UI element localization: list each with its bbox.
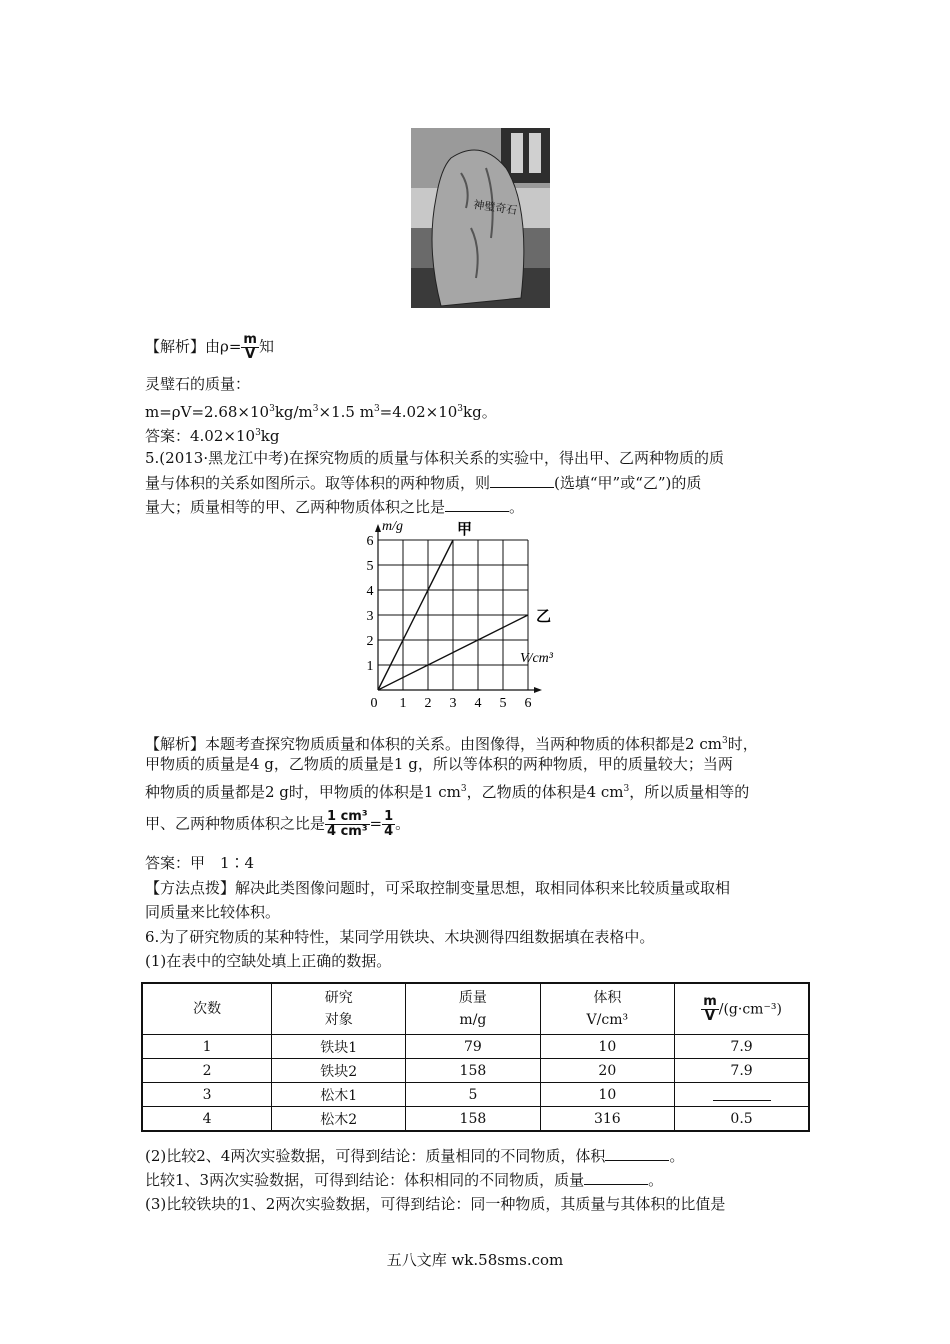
answer-blank[interactable]: [713, 1084, 771, 1101]
mass-volume-chart: [355, 519, 595, 711]
answer1-line: 答案：$4.02\times 10^3kg$: [145, 427, 280, 445]
q5-line1: 5.(2013·黑龙江中考)在探究物质的质量与体积关系的实验中，得出甲、乙两种物质的质: [145, 449, 724, 467]
answer-blank[interactable]: [605, 1144, 669, 1161]
x-tick-label: 4: [474, 696, 482, 711]
q5-line2: 量与体积的关系如图所示。取等体积的两种物质，则 (选填“甲”或“乙”)的质: [145, 471, 701, 494]
x-tick-label: 6: [524, 696, 532, 711]
method-line2: 同质量来比较体积。: [145, 903, 281, 921]
answer-blank[interactable]: [445, 495, 509, 512]
x-axis-label: V/cm³: [520, 651, 553, 666]
density-fraction: $\frac{m}{V}$: [243, 332, 257, 362]
header-object: 研究 对象: [272, 983, 406, 1035]
stone-photo: [411, 128, 550, 308]
header-volume: 体积 V/cm³: [540, 983, 675, 1035]
y-tick-label: 2: [366, 634, 374, 649]
footer-watermark: 五八文库 wk.58sms.com: [386, 1251, 564, 1269]
q5-line3: 量大；质量相等的甲、乙两种物质体积之比是 。: [145, 495, 524, 518]
y-tick-label: 1: [366, 659, 374, 674]
x-tick-label: 5: [499, 696, 507, 711]
analysis1-suffix: 知: [258, 337, 274, 356]
table-row: 3 松木1 5 10: [142, 1083, 809, 1107]
q6-3-line: (3)比较铁块的1、2两次实验数据，可得到结论：同一种物质，其质量与其体积的比值是: [145, 1195, 726, 1213]
analysis2-line4: 甲、乙两种物质体积之比是 $\frac{\text{1 cm³}}{\text{4 cm³}}$ = $\frac{1}{4}$ 。: [145, 809, 411, 839]
y-axis-arrow: [375, 524, 381, 532]
x-tick-label: 1: [399, 696, 407, 711]
y-tick-label: 5: [366, 559, 374, 574]
method-line1: 【方法点拨】解决此类图像问题时，可采取控制变量思想，取相同体积来比较质量或取相: [145, 879, 731, 897]
q6-line1: 6.为了研究物质的某种特性，某同学用铁块、木块测得四组数据填在表格中。: [145, 928, 655, 946]
data-table: [141, 982, 810, 1132]
answer2-line: 答案：甲 1∶4: [145, 854, 255, 872]
x-tick-label: 2: [424, 696, 432, 711]
calc-line: $m=\rho V=2.68\times 10^3kg/m^3\times 1.5$ $m^3=4.02\times 10^3kg$。: [145, 403, 497, 421]
answer-blank[interactable]: [490, 471, 554, 488]
q6-2-line1: (2)比较2、4两次实验数据，可得到结论：质量相同的不同物质，体积 。: [145, 1144, 684, 1167]
header-mass: 质量 m/g: [406, 983, 540, 1035]
x-tick-label: 3: [449, 696, 457, 711]
y-tick-label: 3: [366, 609, 374, 624]
table-header-row: [142, 983, 809, 1035]
series-label-1: 甲: [457, 520, 473, 538]
y-tick-label: 4: [366, 584, 374, 599]
table-row: 2 铁块2 158 20 7.9: [142, 1059, 809, 1083]
analysis1-prefix: 【解析】由ρ=: [145, 337, 242, 356]
stone-inscription: 神璧奇石: [472, 198, 518, 218]
analysis2-line1: 【解析】本题考查探究物质质量和体积的关系。由图像得，当两种物质的体积都是2 $cm^3$时，: [145, 735, 758, 753]
table-blank-cell[interactable]: [675, 1083, 809, 1107]
header-density: $\frac{m}{V}$ /(g·cm⁻³): [675, 983, 809, 1035]
x-axis-arrow: [534, 687, 542, 693]
y-axis-label: m/g: [382, 519, 403, 534]
table-row: 1 铁块1 79 10 7.9: [142, 1035, 809, 1059]
volume-ratio-fraction: $\frac{\text{1 cm³}}{\text{4 cm³}}$: [327, 809, 368, 839]
series-label-2: 乙: [536, 607, 552, 625]
header-count: 次数: [142, 983, 272, 1035]
x-tick-label: 0: [370, 696, 378, 711]
analysis1-line: [145, 333, 274, 362]
q6-line2: (1)在表中的空缺处填上正确的数据。: [145, 952, 392, 970]
y-tick-label: 6: [366, 534, 374, 549]
q6-2-line2: 比较1、3两次实验数据，可得到结论：体积相同的不同物质，质量 。: [145, 1168, 663, 1191]
answer-blank[interactable]: [584, 1168, 648, 1185]
analysis2-line2: 甲物质的质量是4 g，乙物质的质量是1 g，所以等体积的两种物质，甲的质量较大；当两: [145, 755, 733, 773]
mass-line: 灵璧石的质量：: [145, 375, 251, 393]
table-row: 4 松木2 158 316 0.5: [142, 1107, 809, 1132]
ratio-fraction: $\frac{1}{4}$: [384, 809, 394, 839]
analysis2-line3: 种物质的质量都是2 g时，甲物质的体积是1 $cm^3$，乙物质的体积是4 $cm^3$，所以质量相等的: [145, 783, 750, 801]
